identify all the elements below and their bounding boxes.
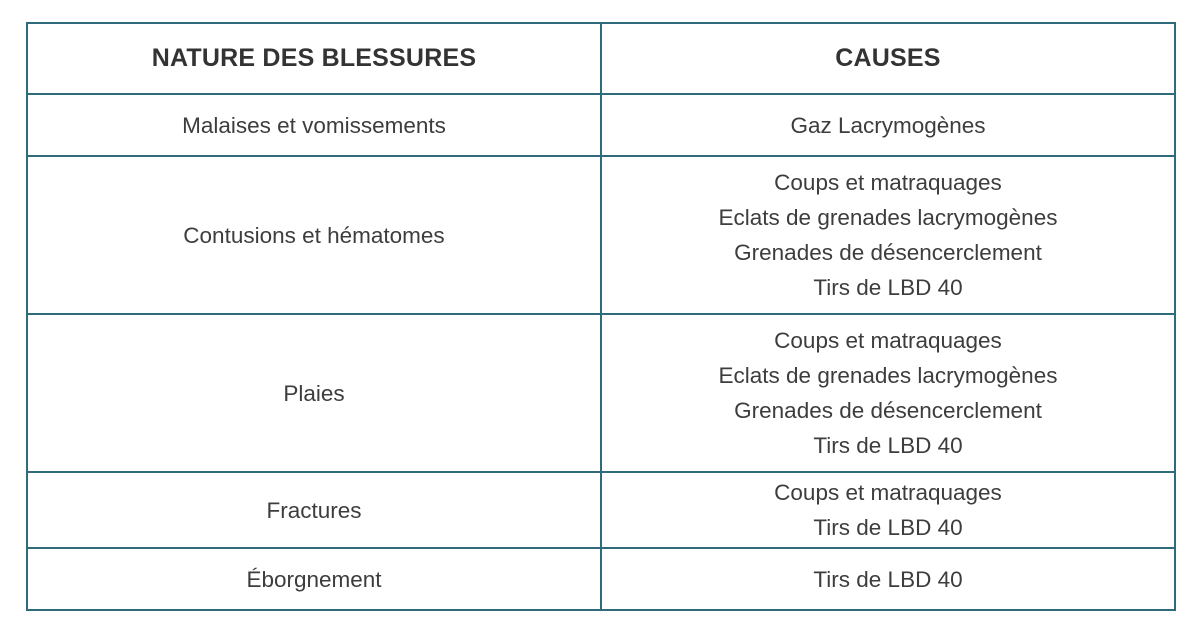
nature-cell: Plaies bbox=[27, 314, 601, 472]
cause-item: Tirs de LBD 40 bbox=[813, 515, 963, 540]
cause-item: Eclats de grenades lacrymogènes bbox=[718, 205, 1058, 230]
cause-item: Coups et matraquages bbox=[774, 328, 1002, 353]
table-row bbox=[27, 94, 1175, 156]
nature-cell: Malaises et vomissements bbox=[27, 94, 601, 156]
cause-item: Grenades de désencerclement bbox=[734, 240, 1042, 265]
causes-cell bbox=[601, 314, 1175, 472]
table-row bbox=[27, 156, 1175, 314]
table-row bbox=[27, 472, 1175, 548]
causes-cell bbox=[601, 548, 1175, 610]
header-causes: CAUSES bbox=[601, 23, 1175, 94]
injuries-table bbox=[26, 22, 1176, 611]
causes-cell bbox=[601, 472, 1175, 548]
table-row bbox=[27, 314, 1175, 472]
nature-cell: Éborgnement bbox=[27, 548, 601, 610]
cause-item: Coups et matraquages bbox=[774, 480, 1002, 505]
cause-item: Tirs de LBD 40 bbox=[813, 433, 963, 458]
cause-item: Tirs de LBD 40 bbox=[813, 275, 963, 300]
injuries-table-container bbox=[26, 22, 1174, 611]
cause-item: Coups et matraquages bbox=[774, 170, 1002, 195]
header-nature: NATURE DES BLESSURES bbox=[27, 23, 601, 94]
causes-cell bbox=[601, 156, 1175, 314]
cause-item: Tirs de LBD 40 bbox=[813, 566, 963, 592]
nature-cell: Fractures bbox=[27, 472, 601, 548]
nature-cell: Contusions et hématomes bbox=[27, 156, 601, 314]
causes-cell bbox=[601, 94, 1175, 156]
cause-item: Grenades de désencerclement bbox=[734, 398, 1042, 423]
cause-item: Gaz Lacrymogènes bbox=[790, 112, 986, 138]
table-row bbox=[27, 548, 1175, 610]
table-header-row bbox=[27, 23, 1175, 94]
cause-item: Eclats de grenades lacrymogènes bbox=[718, 363, 1058, 388]
